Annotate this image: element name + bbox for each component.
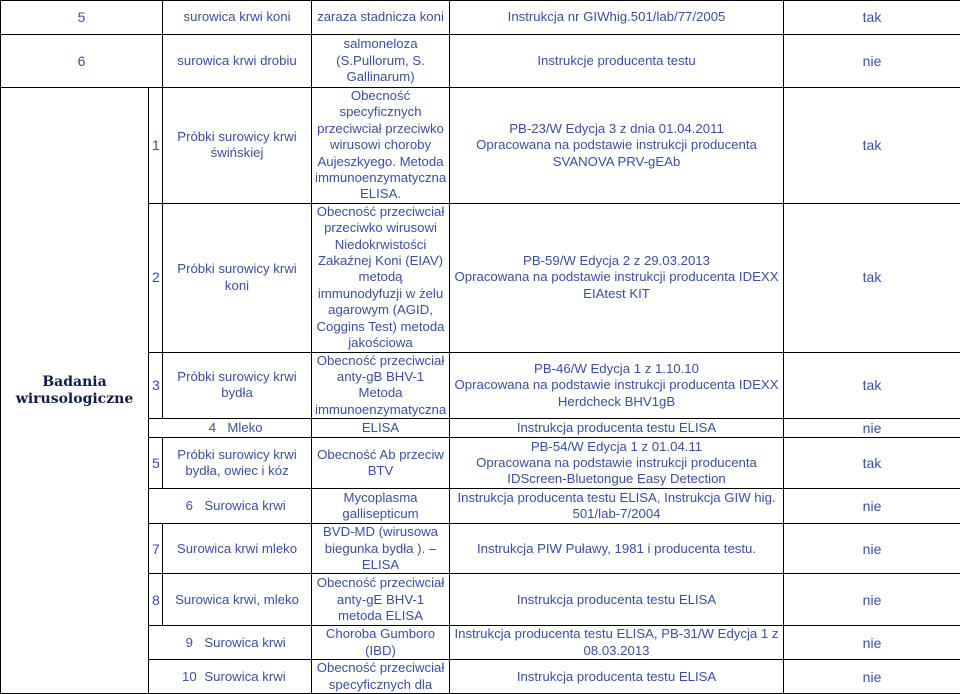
lp-material-cell: [149, 626, 312, 660]
method-cell: Instrukcje producenta testu: [450, 35, 784, 88]
method-line: 501/lab-7/2004: [453, 506, 780, 522]
accreditation-cell: tak: [784, 1, 960, 35]
material-cell: surowica krwi drobiu: [163, 35, 312, 88]
row-number: 9: [174, 635, 204, 651]
material-cell: Próbki surowicy krwi świńskiej: [163, 88, 312, 204]
accreditation-cell: tak: [784, 203, 960, 352]
method-cell: Instrukcja nr GIWhig.501/lab/77/2005: [450, 1, 784, 35]
test-cell: Choroba Gumboro (IBD): [312, 626, 450, 660]
row-number: 8: [149, 574, 163, 626]
method-cell: [450, 626, 784, 660]
test-cell: zaraza stadnicza koni: [312, 1, 450, 35]
test-cell: Obecność Ab przeciw BTV: [312, 438, 450, 489]
row-number: 4: [197, 420, 227, 436]
method-cell: Instrukcja producenta testu ELISA: [450, 574, 784, 626]
table-row: [1, 1, 960, 35]
row-number: 5: [1, 1, 163, 35]
accreditation-cell: nie: [784, 660, 960, 694]
test-cell: Obecność przeciwciał przeciwko wirusowi Niedokrwistości Zakaźnej Koni (EIAV) metodą immunodyfuzji w żelu agarowym (AGID, Coggins Test) metoda jakościowa: [312, 203, 450, 352]
row-number: 1: [149, 88, 163, 204]
row-number: 10: [174, 669, 204, 685]
lp-material-cell: [149, 419, 312, 438]
row-number: 2: [149, 203, 163, 352]
row-number: 5: [149, 438, 163, 489]
method-line: PB-23/W Edycja 3 z dnia 01.04.2011: [453, 121, 780, 137]
method-line: Instrukcja producenta testu ELISA, Instrukcja GIW hig.: [453, 490, 780, 506]
method-line: PB-54/W Edycja 1 z 01.04.11: [453, 439, 780, 455]
accreditation-cell: nie: [784, 574, 960, 626]
accreditation-cell: nie: [784, 524, 960, 574]
method-line: Opracowana na podstawie instrukcji producenta: [453, 137, 780, 153]
method-cell: Instrukcja producenta testu ELISA: [450, 660, 784, 694]
method-line: SVANOVA PRV-gEAb: [453, 154, 780, 170]
accreditation-cell: tak: [784, 88, 960, 204]
material-cell: Próbki surowicy krwi bydła: [163, 352, 312, 419]
test-cell: salmoneloza (S.Pullorum, S. Gallinarum): [312, 35, 450, 88]
method-line: Opracowana na podstawie instrukcji producenta: [453, 455, 780, 471]
row-number: 7: [149, 524, 163, 574]
accreditation-cell: nie: [784, 419, 960, 438]
method-line: Opracowana na podstawie instrukcji producenta IDEXX: [453, 269, 780, 285]
test-cell: Obecność przeciwciał anty-gE BHV-1 metoda ELISA: [312, 574, 450, 626]
test-cell: Obecność przeciwciał anty-gB BHV-1 Metoda immunoenzymatyczna: [312, 352, 450, 419]
test-cell: Obecność przeciwciał specyficznych dla: [312, 660, 450, 694]
accreditation-cell: tak: [784, 352, 960, 419]
method-line: 08.03.2013: [453, 643, 780, 659]
material-cell: Surowica krwi mleko: [163, 524, 312, 574]
accreditation-cell: nie: [784, 489, 960, 524]
test-cell: BVD-MD (wirusowa biegunka bydła ). – ELISA: [312, 524, 450, 574]
material-text: Surowica krwi: [204, 498, 285, 513]
method-cell: [450, 203, 784, 352]
method-line: Herdcheck BHV1gB: [453, 394, 780, 410]
accreditation-cell: nie: [784, 35, 960, 88]
row-number: 6: [1, 35, 163, 88]
test-cell: ELISA: [312, 419, 450, 438]
method-line: PB-46/W Edycja 1 z 1.10.10: [453, 361, 780, 377]
accreditation-cell: nie: [784, 626, 960, 660]
method-cell: Instrukcja PIW Puławy, 1981 i producenta testu.: [450, 524, 784, 574]
row-number: 3: [149, 352, 163, 419]
method-cell: [450, 438, 784, 489]
method-cell: [450, 352, 784, 419]
section-label: Badania wirusologiczne: [1, 88, 149, 694]
material-text: Mleko: [227, 420, 262, 435]
material-cell: Próbki surowicy krwi bydła, owiec i kóz: [163, 438, 312, 489]
table-row: [1, 88, 960, 204]
method-cell: Instrukcja producenta testu ELISA: [450, 419, 784, 438]
table-row: [1, 35, 960, 88]
method-line: Instrukcja producenta testu ELISA, PB-31/W Edycja 1 z: [453, 626, 780, 642]
lp-material-cell: [149, 660, 312, 694]
material-cell: surowica krwi koni: [163, 1, 312, 35]
material-text: Surowica krwi: [204, 635, 285, 650]
accreditation-cell: tak: [784, 438, 960, 489]
material-text: Surowica krwi: [204, 669, 285, 684]
test-cell: Obecność specyficznych przeciwciał przeciwko wirusowi choroby Aujeszkyego. Metoda immunoenzymatyczna ELISA.: [312, 88, 450, 204]
method-line: EIAtest KIT: [453, 286, 780, 302]
lp-material-cell: [149, 489, 312, 524]
test-cell: Mycoplasma gallisepticum: [312, 489, 450, 524]
method-line: PB-59/W Edycja 2 z 29.03.2013: [453, 253, 780, 269]
method-cell: [450, 489, 784, 524]
material-cell: Surowica krwi, mleko: [163, 574, 312, 626]
row-number: 6: [174, 498, 204, 514]
method-line: Opracowana na podstawie instrukcji producenta IDEXX: [453, 377, 780, 393]
method-line: IDScreen-Bluetongue Easy Detection: [453, 471, 780, 487]
method-cell: [450, 88, 784, 204]
material-cell: Próbki surowicy krwi koni: [163, 203, 312, 352]
